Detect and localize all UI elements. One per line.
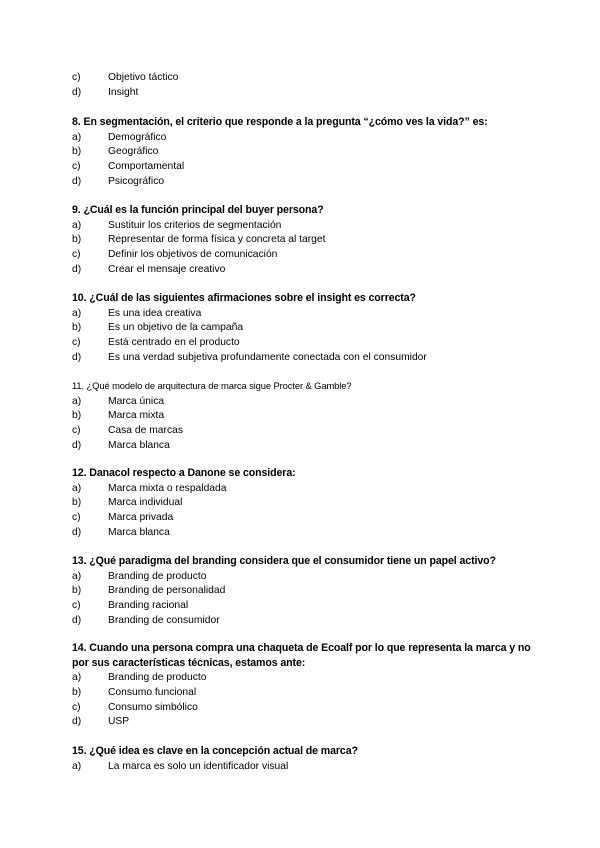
option-item (72, 263, 542, 278)
option-item (72, 160, 542, 175)
option-item (72, 511, 542, 526)
option-text: Marca única (108, 395, 165, 407)
question-text: 8. En segmentación, el criterio que responde a la pregunta “¿cómo ves la vida?” es: (72, 116, 488, 128)
option-item (72, 307, 542, 322)
option-item (72, 248, 542, 263)
option-text: Marca individual (108, 497, 183, 509)
option-letter: c) (72, 701, 81, 713)
question-block-15 (72, 744, 542, 774)
option-item (72, 71, 542, 86)
option-letter: c) (72, 512, 81, 524)
option-text: Objetivo táctico (108, 72, 179, 83)
option-letter: a) (72, 219, 82, 231)
option-letter: c) (72, 161, 81, 173)
option-letter: a) (72, 570, 82, 582)
option-text: Branding de consumidor (108, 614, 220, 626)
question-text: 14. Cuando una persona compra una chaqueta de Ecoalf por lo que representa la marca y no por sus características técnicas, estamos ante: (72, 642, 531, 669)
option-item (72, 336, 542, 351)
question-text: 13. ¿Qué paradigma del branding considera que el consumidor tiene un papel activo? (72, 555, 496, 567)
option-text: Psicográfico (108, 175, 165, 187)
option-text: Es una verdad subjetiva profundamente conectada con el consumidor (108, 351, 427, 363)
option-item (72, 599, 542, 614)
option-list (72, 219, 542, 278)
question-block-13 (72, 554, 542, 628)
option-letter: b) (72, 585, 82, 597)
option-item (72, 584, 542, 599)
option-letter: b) (72, 497, 82, 509)
option-item (72, 395, 542, 410)
option-letter: a) (72, 395, 82, 407)
option-item (72, 715, 542, 730)
option-text: Consumo simbólico (108, 701, 198, 713)
option-item (72, 351, 542, 366)
option-item (72, 686, 542, 701)
option-list (72, 395, 542, 454)
option-letter: a) (72, 482, 82, 494)
option-text: Insight (108, 86, 139, 98)
option-item (72, 482, 542, 497)
option-letter: a) (72, 307, 82, 319)
option-list (72, 760, 542, 775)
option-letter: c) (72, 72, 81, 83)
option-text: Casa de marcas (108, 425, 183, 437)
option-letter: b) (72, 410, 82, 422)
option-text: La marca es solo un identificador visual (108, 760, 289, 772)
option-text: Definir los objetivos de comunicación (108, 249, 278, 261)
option-list (72, 482, 542, 541)
option-letter: a) (72, 672, 82, 684)
question-text: 9. ¿Cuál es la función principal del buyer persona? (72, 204, 324, 216)
option-letter: d) (72, 351, 82, 363)
option-list (72, 570, 542, 629)
question-block-12 (72, 466, 542, 540)
option-text: Demográfico (108, 131, 167, 143)
option-item (72, 614, 542, 629)
question-block-8 (72, 115, 542, 189)
option-letter: d) (72, 86, 82, 98)
option-item (72, 321, 542, 336)
option-list (72, 71, 542, 100)
option-item (72, 671, 542, 686)
option-text: Marca mixta (108, 410, 165, 422)
question-text: 11. ¿Qué modelo de arquitectura de marca sigue Procter & Gamble? (72, 380, 352, 391)
option-item (72, 409, 542, 424)
option-item (72, 86, 542, 101)
option-letter: d) (72, 526, 82, 538)
option-text: Marca blanca (108, 439, 170, 451)
option-item (72, 526, 542, 541)
question-text: 15. ¿Qué idea es clave en la concepción actual de marca? (72, 745, 358, 757)
option-text: Marca blanca (108, 526, 170, 538)
option-text: Branding racional (108, 600, 189, 612)
option-item (72, 175, 542, 190)
option-text: Consumo funcional (108, 687, 197, 699)
option-item (72, 760, 542, 775)
option-item (72, 496, 542, 511)
option-text: Marca privada (108, 512, 174, 524)
option-item (72, 439, 542, 454)
option-letter: d) (72, 439, 82, 451)
option-item (72, 219, 542, 234)
option-letter: c) (72, 337, 81, 349)
option-letter: c) (72, 249, 81, 261)
option-item (72, 145, 542, 160)
question-block-14 (72, 641, 542, 730)
option-text: Está centrado en el producto (108, 337, 240, 349)
option-list (72, 671, 542, 730)
option-item (72, 424, 542, 439)
option-text: Es un objetivo de la campaña (108, 322, 244, 334)
option-text: USP (108, 716, 130, 728)
option-letter: b) (72, 322, 82, 334)
option-letter: b) (72, 234, 82, 246)
option-text: Branding de producto (108, 570, 207, 582)
option-text: Marca mixta o respaldada (108, 482, 227, 494)
option-list (72, 131, 542, 190)
question-block-11 (72, 379, 542, 453)
option-letter: c) (72, 600, 81, 612)
option-text: Comportamental (108, 161, 185, 173)
option-letter: a) (72, 131, 82, 143)
option-text: Branding de producto (108, 672, 207, 684)
option-item (72, 131, 542, 146)
option-text: Geográfico (108, 146, 159, 158)
option-list (72, 307, 542, 366)
question-text: 12. Danacol respecto a Danone se considera: (72, 467, 296, 479)
option-letter: c) (72, 425, 81, 437)
option-letter: b) (72, 687, 82, 699)
option-letter: d) (72, 263, 82, 275)
option-letter: d) (72, 614, 82, 626)
option-text: Branding de personalidad (108, 585, 226, 597)
option-letter: a) (72, 760, 82, 772)
option-item (72, 233, 542, 248)
option-item (72, 701, 542, 716)
question-text: 10. ¿Cuál de las siguientes afirmaciones sobre el insight es correcta? (72, 292, 416, 304)
option-text: Sustituir los criterios de segmentación (108, 219, 282, 231)
option-text: Crear el mensaje creativo (108, 263, 226, 275)
option-letter: d) (72, 716, 82, 728)
option-letter: d) (72, 175, 82, 187)
question-block-10 (72, 291, 542, 365)
option-letter: b) (72, 146, 82, 158)
option-text: Representar de forma física y concreta al target (108, 234, 326, 246)
option-text: Es una idea creativa (108, 307, 202, 319)
question-block-7-continued (72, 71, 542, 100)
question-block-9 (72, 203, 542, 277)
option-item (72, 570, 542, 585)
